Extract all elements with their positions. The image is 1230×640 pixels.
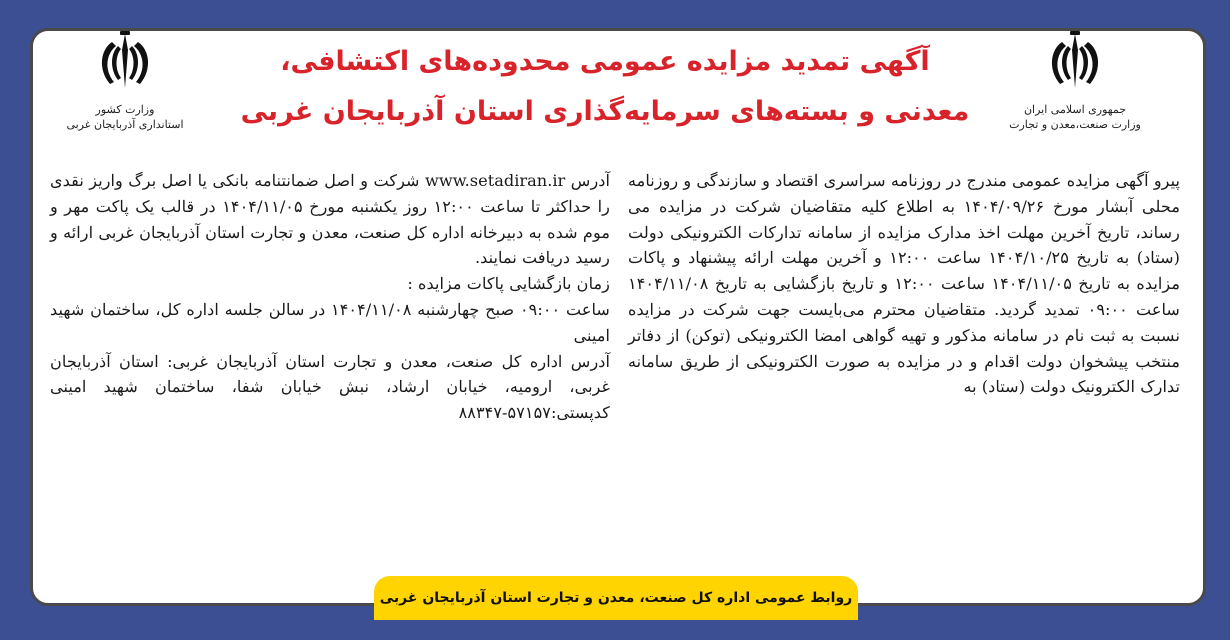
footer-tab	[374, 576, 858, 620]
governorate-emblem	[40, 28, 210, 132]
opening-heading: زمان بازگشایی پاکات مزایده :	[407, 274, 610, 294]
emblem-left-line1: وزارت کشور	[95, 103, 155, 116]
body-right-column	[628, 168, 1180, 400]
body-paragraph: پیرو آگهی مزایده عمومی مندرج در روزنامه سراسری اقتصاد و سازندگی و روزنامه محلی آبشار مورخ ۱۴۰۴/۰۹/۲۶ به اطلاع کلیه متقاضیان شرکت در مزایده می رساند، تاریخ آخرین مهلت اخذ مدارک مزایده از سامانه تدارکات الکترونیکی دولت (ستاد) به تاریخ ۱۴۰۴/۱۰/۲۵ ساعت ۱۲:۰۰ و آخرین مهلت ارائه پیشنهاد و پاکات مزایده به تاریخ ۱۴۰۴/۱۱/۰۵ ساعت ۱۲:۰۰ و تاریخ بازگشایی به تاریخ ۱۴۰۴/۱۱/۰۸ ساعت ۰۹:۰۰ تمدید گردید. متقاضیان محترم می‌بایست جهت شرکت در مزایده نسبت به ثبت نام در سامانه مذکور و تهیه گواهی امضا الکترونیکی (توکن) از دفاتر منتخب پیشخوان دولت اقدام و در مزایده به صورت الکترونیکی از طریق سامانه تدارک الکترونیک دولت (ستاد) به	[628, 171, 1181, 397]
footer-text: روابط عمومی اداره کل صنعت، معدن و تجارت استان آذربایجان غربی	[379, 590, 853, 606]
emblem-right-line2: وزارت صنعت،معدن و تجارت	[1009, 118, 1141, 131]
title-line-2: معدنی و بسته‌های سرمایه‌گذاری استان آذربایجان غربی	[240, 96, 970, 127]
opening-time-paragraph: ساعت ۰۹:۰۰ صبح چهارشنبه ۱۴۰۴/۱۱/۰۸ در سالن جلسه اداره کل، ساختمان شهید امینی	[50, 299, 610, 345]
address-paragraph: آدرس اداره کل صنعت، معدن و تجارت استان آذربایجان غربی: استان آذربایجان غربی، ارومیه، خیابان ارشاد، نبش خیابان شفا، ساختمان شهید امینی کدپستی:۵۷۱۵۷-۸۸۳۴۷	[50, 351, 610, 423]
ministry-emblem	[990, 28, 1160, 132]
iran-emblem-icon	[1040, 28, 1110, 98]
emblem-left-line2: استانداری آذربایجان غربی	[66, 118, 184, 131]
iran-emblem-icon	[90, 28, 160, 98]
body-left-column	[50, 168, 610, 426]
submission-paragraph: آدرس www.setadiran.ir شرکت و اصل ضمانتنامه بانکی یا اصل برگ واریز نقدی را حداکثر تا ساعت ۱۲:۰۰ روز یکشنبه مورخ ۱۴۰۴/۱۱/۰۵ در قالب یک پاکت مهر و موم شده به دبیرخانه اداره کل صنعت، معدن و تجارت استان آذربایجان غربی ارائه و رسید دریافت نمایند.	[50, 171, 610, 268]
emblem-right-line1: جمهوری اسلامی ایران	[1023, 103, 1127, 116]
title-line-1: آگهی تمدید مزایده عمومی محدوده‌های اکتشافی،	[280, 46, 930, 77]
notice-title	[220, 42, 990, 132]
